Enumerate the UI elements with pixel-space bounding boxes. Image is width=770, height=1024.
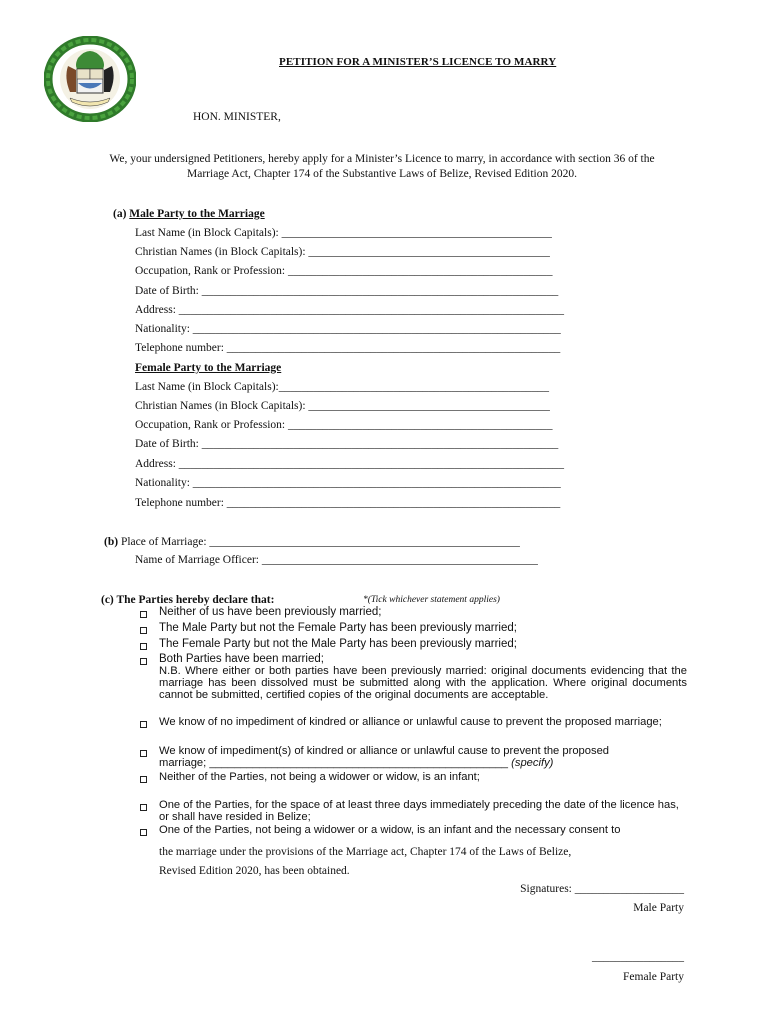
salutation: HON. MINISTER, bbox=[193, 111, 281, 123]
option-male-previously-married: The Male Party but not the Female Party has been previously married; bbox=[159, 622, 517, 634]
checkbox-female-previously-married[interactable] bbox=[140, 643, 147, 650]
section-b-label: (b) bbox=[104, 536, 119, 548]
checkbox-both-married[interactable] bbox=[140, 658, 147, 665]
option-known-impediment: We know of impediment(s) of kindred or alliance or unlawful cause to prevent the proposed bbox=[159, 745, 610, 757]
checkbox-no-impediment[interactable] bbox=[140, 721, 147, 728]
signatures-line[interactable]: Signatures: ___________________ bbox=[520, 883, 684, 895]
option-residence: One of the Parties, for the space of at least three days immediately preceding the date of the licence has, or shall have resided in Belize; bbox=[159, 799, 679, 824]
male-nationality-field[interactable]: Nationality: ________________________________________________________________ bbox=[135, 323, 561, 335]
section-a-label: (a) bbox=[113, 208, 127, 220]
place-of-marriage-field[interactable]: Place of Marriage: ______________________________________________________ bbox=[120, 536, 520, 548]
option-female-previously-married: The Female Party but not the Male Party has been previously married; bbox=[159, 638, 517, 650]
female-party-label: Female Party bbox=[623, 971, 684, 983]
option-never-married: Neither of us have been previously married; bbox=[159, 606, 382, 618]
intro-paragraph: We, your undersigned Petitioners, hereby apply for a Minister’s Licence to marry, in accordance with section 36 of the Marriage Act, Chapter 174 of the Substantive Laws of Belize, Revised Edition 2020. bbox=[109, 153, 655, 180]
nb-note: N.B. Where either or both parties have been previously married: original documents evidencing that the marriage has been dissolved must be submitted along with the application. Where original documents cannot be submitted, certified copies of the original documents are acceptable. bbox=[159, 665, 687, 702]
option-both-married: Both Parties have been married; bbox=[159, 653, 324, 665]
tick-instruction: *(Tick whichever statement applies) bbox=[363, 595, 500, 605]
female-nationality-field[interactable]: Nationality: ________________________________________________________________ bbox=[135, 477, 561, 489]
option-infant-consent-line2: the marriage under the provisions of the Marriage act, Chapter 174 of the Laws of Belize, bbox=[159, 846, 572, 858]
female-signature-line[interactable]: ________________ bbox=[592, 951, 684, 963]
specify-label: (specify) bbox=[511, 757, 554, 769]
male-address-field[interactable]: Address: ___________________________________________________________________ bbox=[135, 304, 565, 316]
section-b bbox=[104, 536, 520, 548]
female-occupation-field[interactable]: Occupation, Rank or Profession: ______________________________________________ bbox=[135, 419, 553, 431]
male-party-label: Male Party bbox=[633, 902, 684, 914]
option-infant-consent: One of the Parties, not being a widower or a widow, is an infant and the necessary consent to bbox=[159, 824, 621, 836]
option-infant-consent-line3: Revised Edition 2020, has been obtained. bbox=[159, 865, 350, 877]
section-a-heading bbox=[113, 208, 265, 220]
male-telephone-field[interactable]: Telephone number: __________________________________________________________ bbox=[135, 342, 561, 354]
impediment-specify-field[interactable]: marriage; ________________________________________________ bbox=[159, 757, 509, 769]
male-occupation-field[interactable]: Occupation, Rank or Profession: ______________________________________________ bbox=[135, 265, 553, 277]
female-address-field[interactable]: Address: ___________________________________________________________________ bbox=[135, 458, 565, 470]
male-party-heading: Male Party to the Marriage bbox=[129, 208, 265, 220]
checkbox-never-married[interactable] bbox=[140, 611, 147, 618]
option-not-infant: Neither of the Parties, not being a widower or widow, is an infant; bbox=[159, 771, 480, 783]
female-date-of-birth-field[interactable]: Date of Birth: ______________________________________________________________ bbox=[135, 438, 559, 450]
section-c-heading bbox=[101, 594, 274, 606]
female-party-heading: Female Party to the Marriage bbox=[135, 362, 282, 374]
checkbox-male-previously-married[interactable] bbox=[140, 627, 147, 634]
option-no-impediment: We know of no impediment of kindred or alliance or unlawful cause to prevent the proposed marriage; bbox=[159, 716, 662, 728]
male-date-of-birth-field[interactable]: Date of Birth: ______________________________________________________________ bbox=[135, 285, 559, 297]
male-christian-names-field[interactable]: Christian Names (in Block Capitals): __________________________________________ bbox=[135, 246, 550, 258]
impediment-specify-line[interactable] bbox=[159, 757, 553, 769]
female-christian-names-field[interactable]: Christian Names (in Block Capitals): __________________________________________ bbox=[135, 400, 550, 412]
marriage-officer-field[interactable]: Name of Marriage Officer: ________________________________________________ bbox=[135, 554, 538, 566]
checkbox-not-infant[interactable] bbox=[140, 776, 147, 783]
checkbox-infant-consent[interactable] bbox=[140, 829, 147, 836]
checkbox-known-impediment[interactable] bbox=[140, 750, 147, 757]
checkbox-residence[interactable] bbox=[140, 804, 147, 811]
page-title: PETITION FOR A MINISTER’S LICENCE TO MARRY bbox=[279, 56, 557, 68]
declaration-heading: The Parties hereby declare that: bbox=[116, 594, 275, 606]
belize-coat-of-arms bbox=[44, 36, 136, 122]
female-last-name-field[interactable]: Last Name (in Block Capitals):_______________________________________________ bbox=[135, 381, 549, 393]
female-telephone-field[interactable]: Telephone number: __________________________________________________________ bbox=[135, 497, 561, 509]
section-c-label: (c) bbox=[101, 594, 114, 606]
male-last-name-field[interactable]: Last Name (in Block Capitals): _______________________________________________ bbox=[135, 227, 552, 239]
